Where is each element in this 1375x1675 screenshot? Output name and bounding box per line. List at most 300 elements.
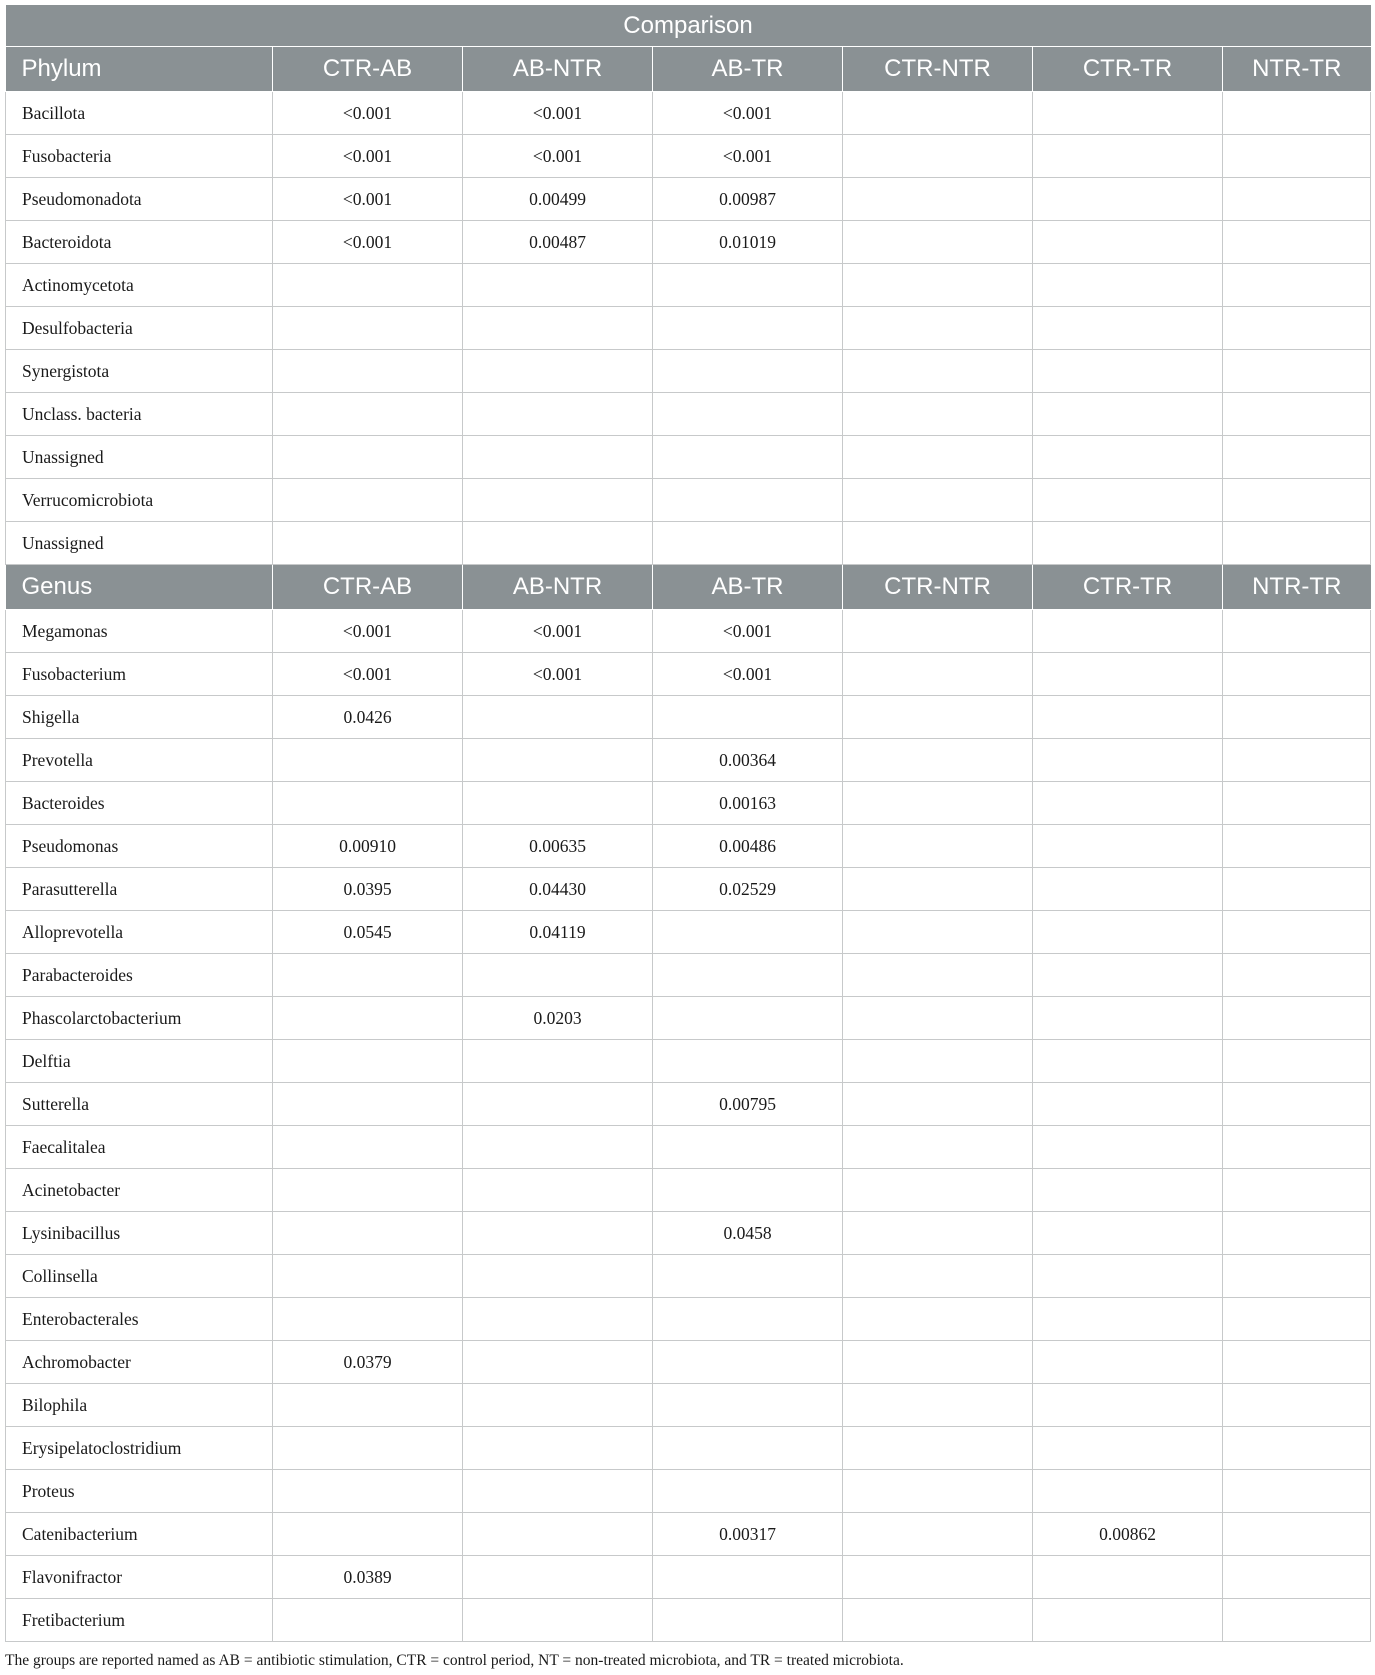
- p-value-cell: [1033, 1212, 1223, 1255]
- taxon-name-cell: Pseudomonadota: [6, 178, 273, 221]
- p-value-cell: [273, 1513, 463, 1556]
- taxon-name-cell: Fusobacterium: [6, 653, 273, 696]
- p-value-cell: [843, 479, 1033, 522]
- p-value-cell: [463, 696, 653, 739]
- taxon-name-cell: Prevotella: [6, 739, 273, 782]
- p-value-cell: [463, 739, 653, 782]
- taxon-name-cell: Fusobacteria: [6, 135, 273, 178]
- p-value-cell: [843, 997, 1033, 1040]
- p-value-cell: [463, 307, 653, 350]
- p-value-cell: [1033, 911, 1223, 954]
- table-row: [6, 350, 1371, 393]
- table-row: [6, 1599, 1371, 1642]
- taxon-name-cell: Verrucomicrobiota: [6, 479, 273, 522]
- p-value-cell: [1223, 1212, 1371, 1255]
- taxon-name-cell: Bilophila: [6, 1384, 273, 1427]
- table-row: [6, 221, 1371, 264]
- p-value-cell: <0.001: [653, 653, 843, 696]
- p-value-cell: [463, 1427, 653, 1470]
- p-value-cell: [273, 1040, 463, 1083]
- p-value-cell: [273, 739, 463, 782]
- column-header: CTR-TR: [1033, 47, 1223, 92]
- p-value-cell: 0.0203: [463, 997, 653, 1040]
- table-row: [6, 825, 1371, 868]
- taxon-name-cell: Catenibacterium: [6, 1513, 273, 1556]
- p-value-cell: <0.001: [463, 135, 653, 178]
- p-value-cell: [843, 264, 1033, 307]
- p-value-cell: [1223, 997, 1371, 1040]
- p-value-cell: [273, 1427, 463, 1470]
- p-value-cell: 0.00795: [653, 1083, 843, 1126]
- p-value-cell: [1033, 653, 1223, 696]
- p-value-cell: [1223, 1599, 1371, 1642]
- p-value-cell: [1033, 1427, 1223, 1470]
- taxon-name-cell: Flavonifractor: [6, 1556, 273, 1599]
- table-row: [6, 653, 1371, 696]
- p-value-cell: [1223, 825, 1371, 868]
- taxon-name-cell: Pseudomonas: [6, 825, 273, 868]
- taxon-name-cell: Unassigned: [6, 522, 273, 565]
- p-value-cell: 0.00364: [653, 739, 843, 782]
- p-value-cell: [1033, 997, 1223, 1040]
- table-row: [6, 1384, 1371, 1427]
- column-header: AB-TR: [653, 47, 843, 92]
- p-value-cell: [843, 436, 1033, 479]
- p-value-cell: 0.00635: [463, 825, 653, 868]
- p-value-cell: 0.01019: [653, 221, 843, 264]
- p-value-cell: 0.04119: [463, 911, 653, 954]
- p-value-cell: [1223, 1427, 1371, 1470]
- p-value-cell: [1223, 911, 1371, 954]
- comparison-table: [5, 5, 1371, 1642]
- p-value-cell: [843, 1126, 1033, 1169]
- p-value-cell: [463, 436, 653, 479]
- p-value-cell: [1223, 522, 1371, 565]
- p-value-cell: [843, 393, 1033, 436]
- taxon-name-cell: Unassigned: [6, 436, 273, 479]
- p-value-cell: [1033, 1083, 1223, 1126]
- p-value-cell: [1033, 1040, 1223, 1083]
- p-value-cell: [463, 522, 653, 565]
- taxon-name-cell: Delftia: [6, 1040, 273, 1083]
- table-row: [6, 1298, 1371, 1341]
- p-value-cell: [273, 436, 463, 479]
- p-value-cell: 0.02529: [653, 868, 843, 911]
- p-value-cell: [1223, 868, 1371, 911]
- p-value-cell: [273, 479, 463, 522]
- p-value-cell: [843, 610, 1033, 653]
- p-value-cell: [843, 1470, 1033, 1513]
- table-row: [6, 911, 1371, 954]
- p-value-cell: <0.001: [273, 221, 463, 264]
- p-value-cell: [1223, 653, 1371, 696]
- taxon-name-cell: Phascolarctobacterium: [6, 997, 273, 1040]
- p-value-cell: [1033, 1556, 1223, 1599]
- p-value-cell: [843, 911, 1033, 954]
- column-header: CTR-AB: [273, 47, 463, 92]
- p-value-cell: [463, 1513, 653, 1556]
- p-value-cell: <0.001: [463, 610, 653, 653]
- p-value-cell: [1223, 1255, 1371, 1298]
- p-value-cell: [1033, 221, 1223, 264]
- p-value-cell: [653, 1341, 843, 1384]
- p-value-cell: [273, 954, 463, 997]
- table-row: [6, 1427, 1371, 1470]
- p-value-cell: [1033, 393, 1223, 436]
- p-value-cell: <0.001: [273, 92, 463, 135]
- p-value-cell: [1223, 1040, 1371, 1083]
- p-value-cell: [653, 1599, 843, 1642]
- p-value-cell: [1223, 1083, 1371, 1126]
- p-value-cell: [1033, 868, 1223, 911]
- p-value-cell: [843, 221, 1033, 264]
- table-row: [6, 436, 1371, 479]
- p-value-cell: [653, 307, 843, 350]
- p-value-cell: 0.00987: [653, 178, 843, 221]
- p-value-cell: [1033, 1384, 1223, 1427]
- p-value-cell: 0.04430: [463, 868, 653, 911]
- table-row: [6, 954, 1371, 997]
- p-value-cell: [1033, 1126, 1223, 1169]
- p-value-cell: [843, 1427, 1033, 1470]
- p-value-cell: [1223, 1384, 1371, 1427]
- p-value-cell: [273, 350, 463, 393]
- table-row: [6, 1040, 1371, 1083]
- p-value-cell: <0.001: [273, 653, 463, 696]
- genus-header-row: [6, 565, 1371, 610]
- p-value-cell: [463, 1083, 653, 1126]
- table-row: [6, 264, 1371, 307]
- taxon-name-cell: Lysinibacillus: [6, 1212, 273, 1255]
- p-value-cell: [653, 1556, 843, 1599]
- table-row: [6, 135, 1371, 178]
- p-value-cell: [653, 479, 843, 522]
- taxon-name-cell: Bacteroidota: [6, 221, 273, 264]
- p-value-cell: [653, 264, 843, 307]
- p-value-cell: [1033, 825, 1223, 868]
- taxon-name-cell: Bacteroides: [6, 782, 273, 825]
- p-value-cell: 0.00163: [653, 782, 843, 825]
- p-value-cell: [1223, 1513, 1371, 1556]
- p-value-cell: [273, 1298, 463, 1341]
- p-value-cell: [463, 1341, 653, 1384]
- p-value-cell: [1033, 739, 1223, 782]
- p-value-cell: [1223, 782, 1371, 825]
- p-value-cell: [1033, 610, 1223, 653]
- p-value-cell: [273, 1384, 463, 1427]
- table-row: [6, 479, 1371, 522]
- p-value-cell: [653, 1126, 843, 1169]
- taxon-name-cell: Faecalitalea: [6, 1126, 273, 1169]
- p-value-cell: [843, 1298, 1033, 1341]
- p-value-cell: [843, 653, 1033, 696]
- p-value-cell: <0.001: [653, 610, 843, 653]
- p-value-cell: 0.0395: [273, 868, 463, 911]
- taxon-name-cell: Parabacteroides: [6, 954, 273, 997]
- p-value-cell: [1033, 307, 1223, 350]
- p-value-cell: [843, 135, 1033, 178]
- p-value-cell: [463, 1298, 653, 1341]
- p-value-cell: [843, 1513, 1033, 1556]
- table-row: [6, 610, 1371, 653]
- p-value-cell: [1223, 479, 1371, 522]
- table-row: [6, 1255, 1371, 1298]
- p-value-cell: [1223, 739, 1371, 782]
- p-value-cell: [653, 997, 843, 1040]
- p-value-cell: [1033, 954, 1223, 997]
- column-header: CTR-NTR: [843, 565, 1033, 610]
- p-value-cell: [463, 1384, 653, 1427]
- p-value-cell: [1033, 436, 1223, 479]
- taxon-name-cell: Unclass. bacteria: [6, 393, 273, 436]
- table-row: [6, 739, 1371, 782]
- p-value-cell: [843, 1556, 1033, 1599]
- p-value-cell: [463, 782, 653, 825]
- p-value-cell: [1033, 1470, 1223, 1513]
- p-value-cell: 0.0389: [273, 1556, 463, 1599]
- table-row: [6, 1126, 1371, 1169]
- phylum-header-row: [6, 47, 1371, 92]
- p-value-cell: [1033, 479, 1223, 522]
- column-header: CTR-AB: [273, 565, 463, 610]
- p-value-cell: [1223, 610, 1371, 653]
- p-value-cell: [1033, 1169, 1223, 1212]
- p-value-cell: [1033, 1599, 1223, 1642]
- table-row: [6, 178, 1371, 221]
- table-row: [6, 1083, 1371, 1126]
- table-row: [6, 1556, 1371, 1599]
- p-value-cell: <0.001: [463, 92, 653, 135]
- table-row: [6, 868, 1371, 911]
- p-value-cell: [653, 350, 843, 393]
- p-value-cell: [1223, 1556, 1371, 1599]
- p-value-cell: <0.001: [653, 135, 843, 178]
- p-value-cell: [463, 1126, 653, 1169]
- p-value-cell: [273, 522, 463, 565]
- p-value-cell: [653, 393, 843, 436]
- p-value-cell: [1223, 221, 1371, 264]
- p-value-cell: <0.001: [653, 92, 843, 135]
- p-value-cell: [463, 264, 653, 307]
- taxon-name-cell: Fretibacterium: [6, 1599, 273, 1642]
- p-value-cell: [653, 1169, 843, 1212]
- taxon-name-cell: Sutterella: [6, 1083, 273, 1126]
- p-value-cell: [273, 1599, 463, 1642]
- p-value-cell: [653, 1384, 843, 1427]
- taxon-name-cell: Desulfobacteria: [6, 307, 273, 350]
- p-value-cell: [843, 782, 1033, 825]
- p-value-cell: [653, 1470, 843, 1513]
- p-value-cell: [1223, 393, 1371, 436]
- p-value-cell: [463, 1470, 653, 1513]
- p-value-cell: [463, 1255, 653, 1298]
- p-value-cell: [1223, 436, 1371, 479]
- taxon-name-cell: Parasutterella: [6, 868, 273, 911]
- taxon-name-cell: Achromobacter: [6, 1341, 273, 1384]
- taxon-name-cell: Proteus: [6, 1470, 273, 1513]
- table-row: [6, 696, 1371, 739]
- p-value-cell: [843, 1255, 1033, 1298]
- p-value-cell: 0.00910: [273, 825, 463, 868]
- p-value-cell: [273, 307, 463, 350]
- p-value-cell: [653, 696, 843, 739]
- table-row: [6, 1212, 1371, 1255]
- p-value-cell: 0.00499: [463, 178, 653, 221]
- p-value-cell: [1223, 92, 1371, 135]
- p-value-cell: [1223, 1341, 1371, 1384]
- p-value-cell: [1033, 350, 1223, 393]
- p-value-cell: [1033, 135, 1223, 178]
- p-value-cell: [843, 178, 1033, 221]
- p-value-cell: [463, 954, 653, 997]
- p-value-cell: [653, 1298, 843, 1341]
- p-value-cell: [273, 1470, 463, 1513]
- p-value-cell: 0.00317: [653, 1513, 843, 1556]
- p-value-cell: [1033, 1255, 1223, 1298]
- column-header: AB-NTR: [463, 565, 653, 610]
- p-value-cell: [843, 954, 1033, 997]
- p-value-cell: [1033, 696, 1223, 739]
- p-value-cell: [1223, 696, 1371, 739]
- taxon-name-cell: Collinsella: [6, 1255, 273, 1298]
- p-value-cell: [843, 307, 1033, 350]
- table-row: [6, 997, 1371, 1040]
- p-value-cell: [653, 954, 843, 997]
- table-footnote: The groups are reported named as AB = antibiotic stimulation, CTR = control period, NT = non-treated microbiota, and TR = treated microbiota.: [5, 1652, 904, 1669]
- p-value-cell: [843, 1384, 1033, 1427]
- p-value-cell: 0.0458: [653, 1212, 843, 1255]
- column-header: AB-TR: [653, 565, 843, 610]
- p-value-cell: [273, 393, 463, 436]
- p-value-cell: [1223, 1298, 1371, 1341]
- p-value-cell: [1033, 92, 1223, 135]
- p-value-cell: [1223, 178, 1371, 221]
- p-value-cell: [1223, 307, 1371, 350]
- p-value-cell: [1033, 782, 1223, 825]
- p-value-cell: [843, 696, 1033, 739]
- p-value-cell: 0.0545: [273, 911, 463, 954]
- section-header-label: Genus: [6, 565, 273, 610]
- p-value-cell: <0.001: [273, 610, 463, 653]
- p-value-cell: [273, 264, 463, 307]
- p-value-cell: [463, 350, 653, 393]
- p-value-cell: [273, 1083, 463, 1126]
- p-value-cell: <0.001: [463, 653, 653, 696]
- column-header: NTR-TR: [1223, 565, 1371, 610]
- table-row: [6, 1169, 1371, 1212]
- p-value-cell: [273, 782, 463, 825]
- p-value-cell: [463, 1212, 653, 1255]
- p-value-cell: [1223, 954, 1371, 997]
- p-value-cell: [843, 739, 1033, 782]
- p-value-cell: [843, 1212, 1033, 1255]
- p-value-cell: 0.00487: [463, 221, 653, 264]
- table-body: [6, 47, 1371, 1642]
- p-value-cell: [463, 393, 653, 436]
- p-value-cell: [1033, 522, 1223, 565]
- table-row: [6, 782, 1371, 825]
- table-row: [6, 92, 1371, 135]
- p-value-cell: [843, 1040, 1033, 1083]
- p-value-cell: [653, 522, 843, 565]
- p-value-cell: [273, 1126, 463, 1169]
- p-value-cell: [653, 1427, 843, 1470]
- p-value-cell: [843, 1169, 1033, 1212]
- p-value-cell: [843, 522, 1033, 565]
- p-value-cell: [463, 1040, 653, 1083]
- column-header: NTR-TR: [1223, 47, 1371, 92]
- p-value-cell: 0.00862: [1033, 1513, 1223, 1556]
- p-value-cell: [1223, 1169, 1371, 1212]
- p-value-cell: [463, 1599, 653, 1642]
- p-value-cell: [1033, 1298, 1223, 1341]
- column-header: CTR-NTR: [843, 47, 1033, 92]
- table-row: [6, 1470, 1371, 1513]
- p-value-cell: [1223, 264, 1371, 307]
- taxon-name-cell: Shigella: [6, 696, 273, 739]
- column-header: AB-NTR: [463, 47, 653, 92]
- taxon-name-cell: Erysipelatoclostridium: [6, 1427, 273, 1470]
- taxon-name-cell: Megamonas: [6, 610, 273, 653]
- table-container: [5, 5, 1370, 1642]
- table-row: [6, 522, 1371, 565]
- p-value-cell: [273, 1169, 463, 1212]
- p-value-cell: 0.00486: [653, 825, 843, 868]
- p-value-cell: [1223, 1126, 1371, 1169]
- p-value-cell: [1223, 135, 1371, 178]
- taxon-name-cell: Enterobacterales: [6, 1298, 273, 1341]
- p-value-cell: [653, 1255, 843, 1298]
- p-value-cell: [1223, 350, 1371, 393]
- p-value-cell: [463, 1556, 653, 1599]
- table-row: [6, 393, 1371, 436]
- p-value-cell: [1223, 1470, 1371, 1513]
- p-value-cell: [843, 1599, 1033, 1642]
- p-value-cell: [653, 1040, 843, 1083]
- table-row: [6, 1513, 1371, 1556]
- p-value-cell: [273, 997, 463, 1040]
- p-value-cell: [1033, 178, 1223, 221]
- p-value-cell: [273, 1212, 463, 1255]
- p-value-cell: [843, 868, 1033, 911]
- taxon-name-cell: Actinomycetota: [6, 264, 273, 307]
- taxon-name-cell: Synergistota: [6, 350, 273, 393]
- p-value-cell: [1033, 1341, 1223, 1384]
- comparison-header-row: [6, 5, 1371, 47]
- p-value-cell: [843, 825, 1033, 868]
- p-value-cell: [653, 436, 843, 479]
- taxon-name-cell: Acinetobacter: [6, 1169, 273, 1212]
- p-value-cell: [273, 1255, 463, 1298]
- p-value-cell: [843, 1083, 1033, 1126]
- column-header: CTR-TR: [1033, 565, 1223, 610]
- p-value-cell: [843, 92, 1033, 135]
- p-value-cell: <0.001: [273, 178, 463, 221]
- p-value-cell: [843, 1341, 1033, 1384]
- comparison-header: Comparison: [6, 5, 1371, 47]
- p-value-cell: 0.0379: [273, 1341, 463, 1384]
- p-value-cell: [843, 350, 1033, 393]
- section-header-label: Phylum: [6, 47, 273, 92]
- table-row: [6, 307, 1371, 350]
- p-value-cell: [1033, 264, 1223, 307]
- p-value-cell: [463, 479, 653, 522]
- taxon-name-cell: Alloprevotella: [6, 911, 273, 954]
- table-row: [6, 1341, 1371, 1384]
- p-value-cell: <0.001: [273, 135, 463, 178]
- p-value-cell: [653, 911, 843, 954]
- p-value-cell: [463, 1169, 653, 1212]
